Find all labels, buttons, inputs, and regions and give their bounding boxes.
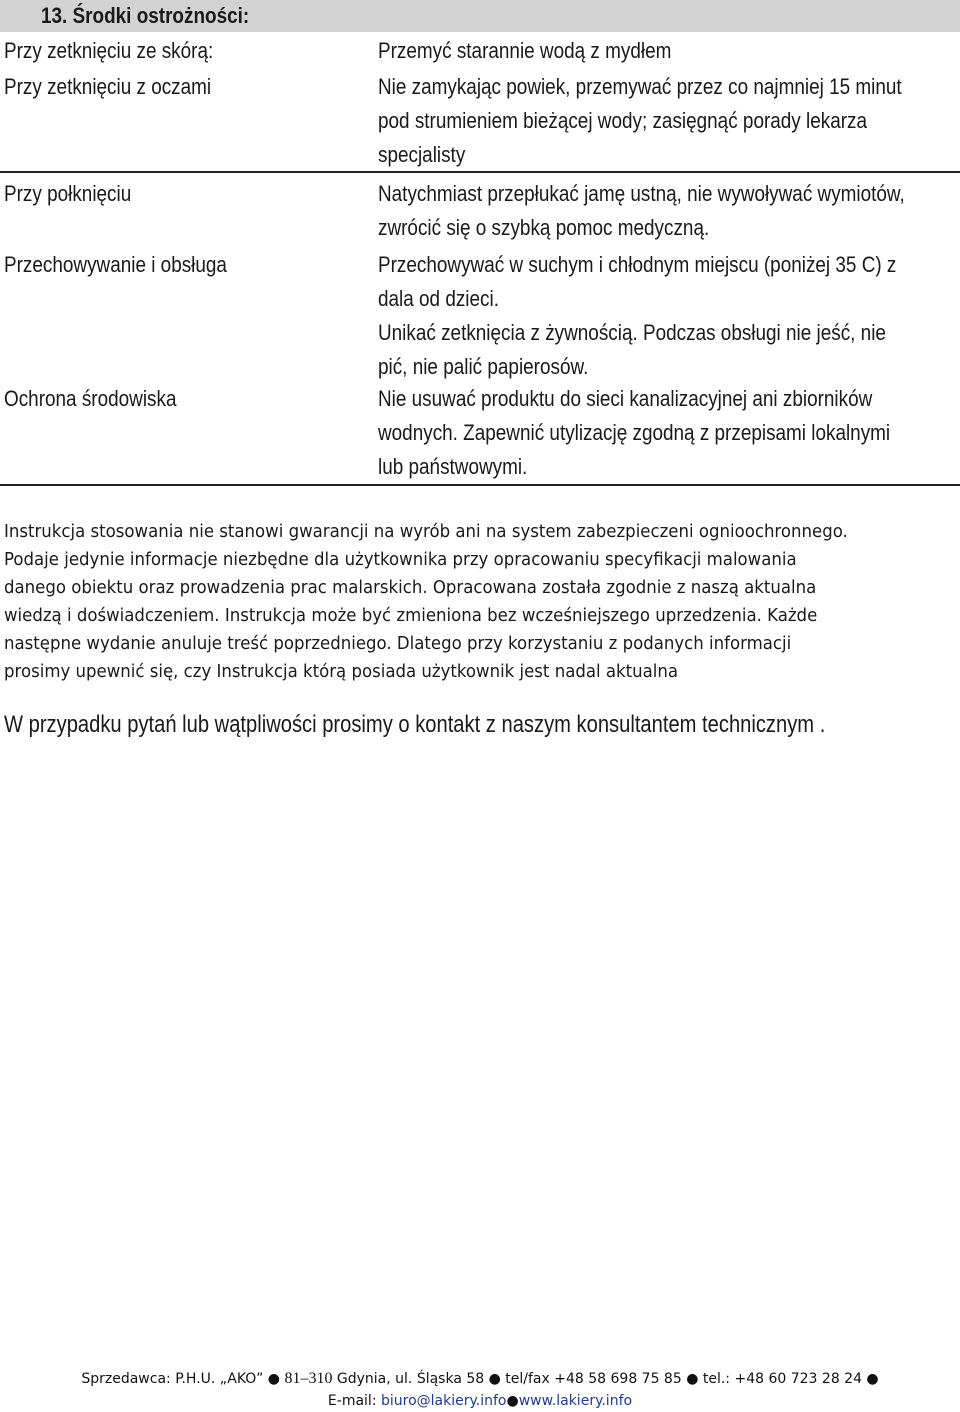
disclaimer-line: prosimy upewnić się, czy Instrukcja którą posiada użytkownik jest nadal aktualna xyxy=(4,661,678,682)
footer-postcode: 81‒310 xyxy=(284,1370,333,1387)
footer-email-label: E-mail: xyxy=(327,1393,377,1409)
row-label-storage: Przechowywanie i obsługa xyxy=(4,252,227,277)
disclaimer-line: danego obiektu oraz prowadzenia prac malarskich. Opracowana została zgodnie z naszą aktualna xyxy=(4,577,817,598)
footer-email-link[interactable]: biuro@lakiery.info xyxy=(381,1393,507,1409)
row-value-line: dala od dzieci. xyxy=(378,286,499,311)
footer-seller: Sprzedawca: P.H.U. „AKO” ● xyxy=(81,1371,280,1387)
row-value-line: Unikać zetknięcia z żywnością. Podczas obsługi nie jeść, nie xyxy=(378,320,886,345)
section-header xyxy=(0,0,960,32)
footer-bullet: ● xyxy=(506,1393,519,1409)
footer-address: Gdynia, ul. Śląska 58 ● tel/fax +48 58 698 75 85 ● tel.: +48 60 723 28 24 ● xyxy=(336,1371,879,1387)
disclaimer-line: Podaje jedynie informacje niezbędne dla użytkownika przy opracowaniu specyfikacji malowania xyxy=(4,549,797,570)
row-value-line: zwrócić się o szybką pomoc medyczną. xyxy=(378,215,710,240)
table-bottom-border xyxy=(0,484,960,486)
disclaimer-line: Instrukcja stosowania nie stanowi gwarancji na wyrób ani na system zabezpieczeni ognioochronnego. xyxy=(4,521,848,542)
row-label-eyes: Przy zetknięciu z oczami xyxy=(4,74,212,99)
disclaimer-line: wiedzą i doświadczeniem. Instrukcja może być zmieniona bez wcześniejszego uprzedzenia. Każde xyxy=(4,605,818,626)
row-value-line: pić, nie palić papierosów. xyxy=(378,354,589,379)
footer-seller-line xyxy=(0,1368,960,1390)
row-value-line: Przemyć starannie wodą z mydłem xyxy=(378,38,672,63)
row-value-environment xyxy=(378,382,954,484)
footer-website-link[interactable]: www.lakiery.info xyxy=(518,1393,633,1409)
row-label-skin: Przy zetknięciu ze skórą: xyxy=(4,38,214,63)
footer-contact-line xyxy=(0,1390,960,1412)
disclaimer-line: następne wydanie anuluje treść poprzedniego. Dlatego przy korzystaniu z podanych informacji xyxy=(4,633,792,654)
row-value-line: Natychmiast przepłukać jamę ustną, nie wywoływać wymiotów, xyxy=(378,181,905,206)
row-value-eyes xyxy=(378,70,954,172)
contact-note: W przypadku pytań lub wątpliwości prosimy o kontakt z naszym konsultantem technicznym . xyxy=(4,711,826,738)
row-value-line: pod strumieniem bieżącej wody; zasięgnąć porady lekarza xyxy=(378,108,868,133)
row-value-line: specjalisty xyxy=(378,142,466,167)
page-footer xyxy=(0,1368,960,1412)
row-value-swallowing xyxy=(378,177,954,245)
row-value-line: lub państwowymi. xyxy=(378,454,528,479)
row-value-line: wodnych. Zapewnić utylizację zgodną z przepisami lokalnymi xyxy=(378,420,891,445)
disclaimer-paragraph xyxy=(4,518,924,686)
row-value-line: Nie zamykając powiek, przemywać przez co najmniej 15 minut xyxy=(378,74,902,99)
row-value-line: Nie usuwać produktu do sieci kanalizacyjnej ani zbiorników xyxy=(378,386,873,411)
row-label-environment: Ochrona środowiska xyxy=(4,386,177,411)
section-title: 13. Środki ostrożności: xyxy=(41,3,250,28)
row-value-line: Przechowywać w suchym i chłodnym miejscu (poniżej 35 C) z xyxy=(378,252,897,277)
row-divider xyxy=(0,171,960,173)
row-label-swallowing: Przy połknięciu xyxy=(4,181,132,206)
row-value-skin xyxy=(378,34,954,68)
row-value-storage xyxy=(378,248,954,384)
